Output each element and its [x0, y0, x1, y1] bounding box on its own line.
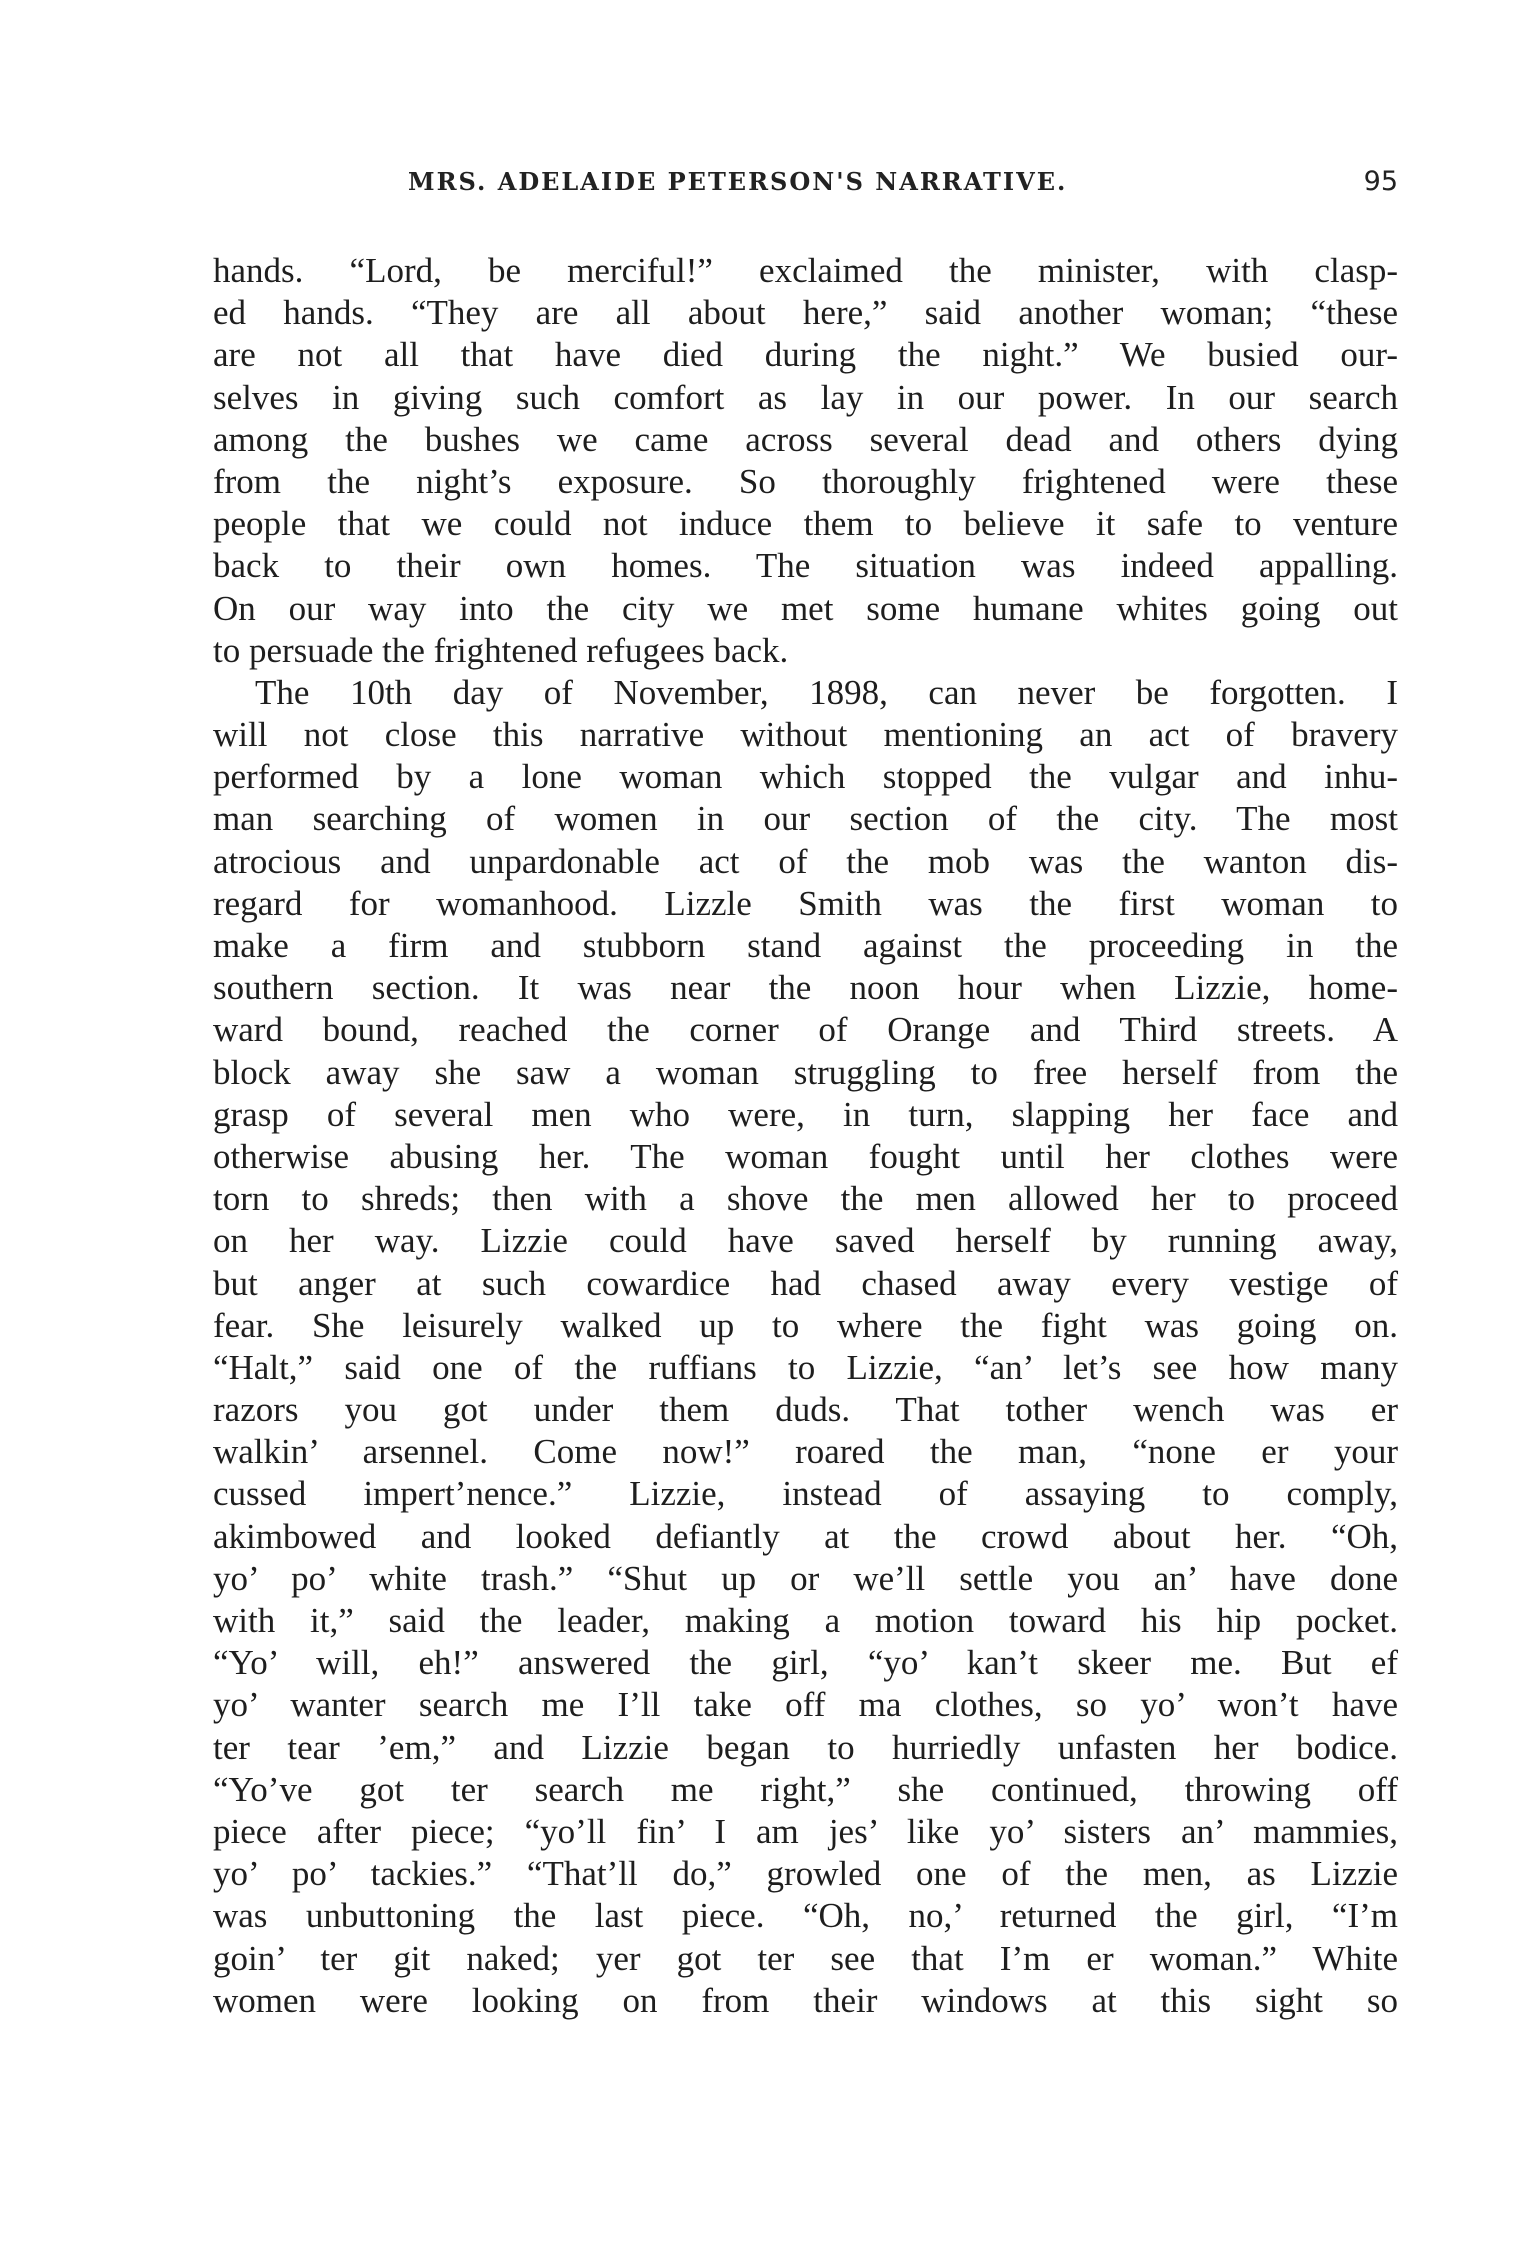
- text-line: “Halt,” said one of the ruffians to Lizzie, “an’ let’s see how many: [213, 1347, 1398, 1387]
- text-line: yo’ po’ white trash.” “Shut up or we’ll settle you an’ have done: [213, 1558, 1398, 1598]
- running-title: MRS. ADELAIDE PETERSON'S NARRATIVE.: [408, 167, 1068, 196]
- text-line: man searching of women in our section of the city. The most: [213, 799, 1398, 839]
- text-line: people that we could not induce them to believe it safe to venture: [213, 504, 1398, 544]
- text-line: goin’ ter git naked; yer got ter see that I’m er woman.” White: [213, 1938, 1398, 1978]
- text-line: hands. “Lord, be merciful!” exclaimed the minister, with clasp-: [213, 251, 1398, 290]
- text-line: performed by a lone woman which stopped the vulgar and inhu-: [213, 757, 1398, 797]
- text-line: ed hands. “They are all about here,” said another woman; “these: [213, 293, 1398, 333]
- text-line: ter tear ’em,” and Lizzie began to hurriedly unfasten her bodice.: [213, 1727, 1398, 1767]
- paragraph-1: [213, 250, 1398, 672]
- text-line: yo’ po’ tackies.” “That’ll do,” growled one of the men, as Lizzie: [213, 1854, 1398, 1894]
- text-line: make a firm and stubborn stand against the proceeding in the: [213, 926, 1398, 965]
- text-line: fear. She leisurely walked up to where the fight was going on.: [213, 1305, 1398, 1345]
- text-line: torn to shreds; then with a shove the men allowed her to proceed: [213, 1179, 1398, 1219]
- text-line: cussed impert’nence.” Lizzie, instead of assaying to comply,: [213, 1474, 1398, 1514]
- text-line: block away she saw a woman struggling to free herself from the: [213, 1052, 1398, 1092]
- text-line: regard for womanhood. Lizzle Smith was the first woman to: [213, 883, 1398, 923]
- text-line: will not close this narrative without mentioning an act of bravery: [213, 715, 1398, 755]
- text-line: On our way into the city we met some humane whites going out: [213, 588, 1398, 628]
- paragraph-2: [213, 672, 1398, 2022]
- text-line: but anger at such cowardice had chased away every vestige of: [213, 1263, 1398, 1303]
- running-head: [213, 160, 1398, 204]
- text-line: yo’ wanter search me I’ll take off ma clothes, so yo’ won’t have: [213, 1685, 1398, 1725]
- text-line: “Yo’ will, eh!” answered the girl, “yo’ kan’t skeer me. But ef: [213, 1643, 1398, 1683]
- text-line: akimbowed and looked defiantly at the crowd about her. “Oh,: [213, 1516, 1398, 1556]
- body-text: [213, 250, 1398, 2022]
- text-line: southern section. It was near the noon hour when Lizzie, home-: [213, 968, 1398, 1008]
- text-line: to persuade the frightened refugees back.: [213, 630, 789, 670]
- text-line: are not all that have died during the night.” We busied our-: [213, 335, 1398, 375]
- text-line: among the bushes we came across several dead and others dying: [213, 419, 1398, 459]
- text-line: with it,” said the leader, making a motion toward his hip pocket.: [213, 1601, 1398, 1640]
- text-line: ward bound, reached the corner of Orange and Third streets. A: [213, 1010, 1398, 1050]
- page-number: 95: [1363, 166, 1398, 197]
- text-line: atrocious and unpardonable act of the mob was the wanton dis-: [213, 841, 1398, 881]
- text-line: on her way. Lizzie could have saved herself by running away,: [213, 1221, 1398, 1261]
- text-line: otherwise abusing her. The woman fought until her clothes were: [213, 1136, 1398, 1176]
- text-line: women were looking on from their windows at this sight so: [213, 1980, 1398, 2020]
- text-line: walkin’ arsennel. Come now!” roared the man, “none er your: [213, 1432, 1398, 1472]
- text-line: selves in giving such comfort as lay in our power. In our search: [213, 377, 1398, 417]
- text-line: was unbuttoning the last piece. “Oh, no,’ returned the girl, “I’m: [213, 1896, 1398, 1936]
- text-line: razors you got under them duds. That tother wench was er: [213, 1390, 1398, 1430]
- text-line: piece after piece; “yo’ll fin’ I am jes’ like yo’ sisters an’ mammies,: [213, 1811, 1398, 1851]
- text-line: grasp of several men who were, in turn, slapping her face and: [213, 1094, 1398, 1134]
- text-line: from the night’s exposure. So thoroughly frightened were these: [213, 461, 1398, 501]
- text-line: The 10th day of November, 1898, can never be forgotten. I: [255, 672, 1398, 712]
- text-line: “Yo’ve got ter search me right,” she continued, throwing off: [213, 1769, 1398, 1809]
- text-line: back to their own homes. The situation was indeed appalling.: [213, 546, 1398, 586]
